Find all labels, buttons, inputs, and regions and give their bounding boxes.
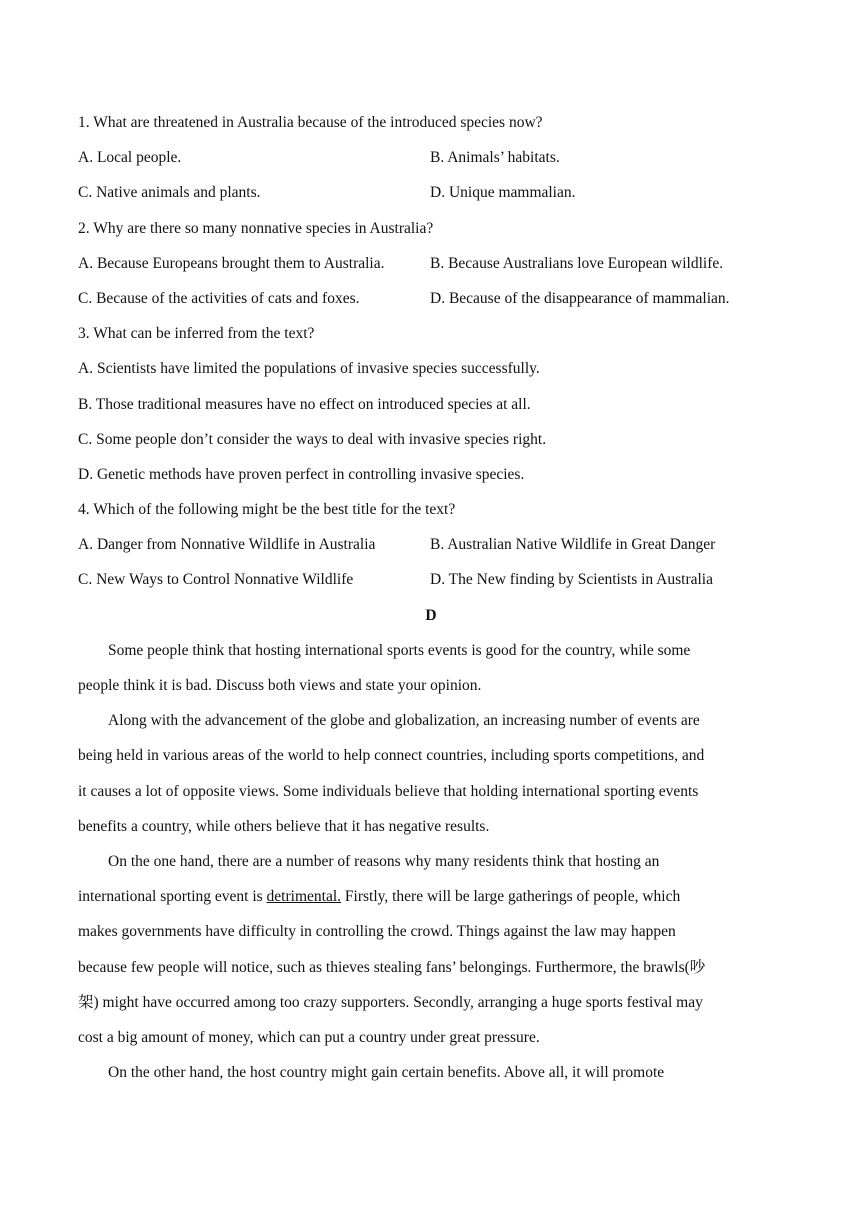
passage-p2-line-4: benefits a country, while others believe that it has negative results. — [78, 817, 490, 835]
question-1-option-c: C. Native animals and plants. — [78, 184, 261, 202]
passage-p1-line-1: Some people think that hosting international sports events is good for the country, while some — [108, 641, 691, 659]
question-2-options-row-2 — [78, 284, 784, 319]
passage-p3-line-5: 架) might have occurred among too crazy supporters. Secondly, arranging a huge sports festival may — [78, 993, 703, 1011]
question-3-stem: 3. What can be inferred from the text? — [78, 325, 315, 343]
question-2-option-c: C. Because of the activities of cats and foxes. — [78, 289, 360, 307]
question-3-option-d: D. Genetic methods have proven perfect in controlling invasive species. — [78, 465, 525, 483]
question-4-option-a: A. Danger from Nonnative Wildlife in Australia — [78, 536, 376, 554]
question-2-stem: 2. Why are there so many nonnative species in Australia? — [78, 219, 434, 237]
passage-p1-line-2: people think it is bad. Discuss both views and state your opinion. — [78, 677, 482, 694]
question-4-option-c: C. New Ways to Control Nonnative Wildlife — [78, 571, 354, 589]
question-2-option-d: D. Because of the disappearance of mammalian. — [430, 289, 730, 307]
question-4-stem: 4. Which of the following might be the best title for the text? — [78, 501, 456, 519]
passage-p3-line-3: makes governments have difficulty in controlling the crowd. Things against the law may happen — [78, 923, 676, 941]
question-2-option-a: A. Because Europeans brought them to Australia. — [78, 254, 385, 272]
question-3-option-c: C. Some people don’t consider the ways to deal with invasive species right. — [78, 430, 547, 448]
document-page — [78, 108, 784, 1093]
question-4-option-d: D. The New finding by Scientists in Australia — [430, 571, 713, 589]
passage-p3-line-4: because few people will notice, such as thieves stealing fans’ belongings. Furthermore, the brawls(吵 — [78, 958, 706, 976]
question-3-option-b: B. Those traditional measures have no effect on introduced species at all. — [78, 395, 531, 413]
question-1-stem: 1. What are threatened in Australia because of the introduced species now? — [78, 114, 543, 131]
question-4-option-b: B. Australian Native Wildlife in Great Danger — [430, 536, 716, 554]
section-d-heading: D — [425, 606, 437, 624]
passage-p2-line-1: Along with the advancement of the globe and globalization, an increasing number of events are — [108, 712, 700, 730]
question-4-options-row-1 — [78, 530, 784, 565]
question-1-option-a: A. Local people. — [78, 149, 182, 167]
question-1-option-d: D. Unique mammalian. — [430, 184, 576, 202]
question-2-option-b: B. Because Australians love European wildlife. — [430, 254, 724, 272]
passage-p3-line-2-start: international sporting event is — [78, 888, 267, 906]
passage-p3-line-2-end: Firstly, there will be large gatherings of people, which — [341, 888, 681, 906]
question-1-option-b: B. Animals’ habitats. — [430, 149, 560, 167]
question-4-options-row-2 — [78, 565, 784, 600]
question-2-options-row-1 — [78, 249, 784, 284]
question-1-options-row-1 — [78, 143, 784, 178]
question-1-options-row-2 — [78, 178, 784, 213]
passage-p2-line-2: being held in various areas of the world to help connect countries, including sports competitions, and — [78, 747, 705, 765]
passage-p3-line-6: cost a big amount of money, which can put a country under great pressure. — [78, 1028, 540, 1046]
underlined-word-detrimental: detrimental. — [266, 888, 342, 906]
passage-p2-line-3: it causes a lot of opposite views. Some individuals believe that holding international sporting events — [78, 782, 699, 800]
passage-p4-line-1: On the other hand, the host country might gain certain benefits. Above all, it will promote — [108, 1064, 665, 1082]
question-3-option-a: A. Scientists have limited the populations of invasive species successfully. — [78, 360, 540, 378]
passage-p3-line-2 — [78, 882, 784, 917]
passage-p3-line-1: On the one hand, there are a number of reasons why many residents think that hosting an — [108, 852, 660, 870]
